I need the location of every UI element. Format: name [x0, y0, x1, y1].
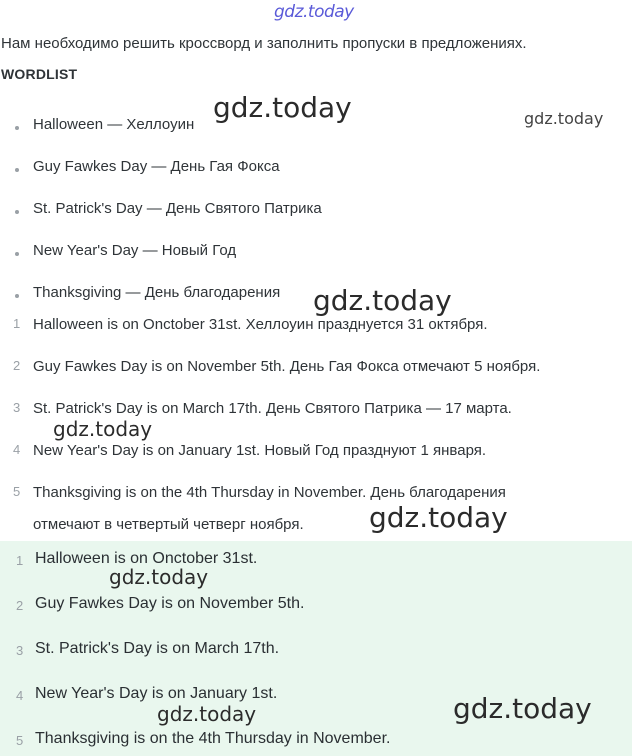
watermark: gdz.today — [213, 91, 352, 124]
watermark: gdz.today — [157, 702, 257, 726]
watermark: gdz.today — [109, 565, 209, 589]
answer-line: Halloween is on Onctober 31st. — [35, 550, 258, 567]
task-instruction: Нам необходимо решить кроссворд и заполнить пропуски в предложениях. — [1, 35, 527, 52]
bullet-icon — [15, 168, 19, 172]
answer-line: New Year's Day is on January 1st. — [35, 685, 278, 702]
answer-block: 1 Halloween is on Onctober 31st. 2 Guy Fawkes Day is on November 5th. 3 St. Patrick's Day is on March 17th. 4 New Year's Day is on January 1st. 5 Thanksgiving is on the 4th Thursday in November. — [0, 541, 632, 756]
answer-line: Thanksgiving is on the 4th Thursday in November. — [35, 730, 391, 747]
answer-line: Guy Fawkes Day is on November 5th. — [35, 595, 305, 612]
bullet-icon — [15, 210, 19, 214]
watermark: gdz.today — [369, 501, 508, 534]
bullet-icon — [15, 126, 19, 130]
watermark: gdz.today — [53, 417, 153, 441]
wordlist-heading: WORDLIST — [1, 66, 78, 82]
watermark: gdz.today — [524, 109, 604, 128]
answer-line: St. Patrick's Day is on March 17th. — [35, 640, 280, 657]
bullet-icon — [15, 294, 19, 298]
watermark: gdz.today — [453, 692, 592, 725]
watermark-top: gdz.today — [274, 2, 354, 22]
bullet-icon — [15, 252, 19, 256]
watermark: gdz.today — [313, 284, 452, 317]
